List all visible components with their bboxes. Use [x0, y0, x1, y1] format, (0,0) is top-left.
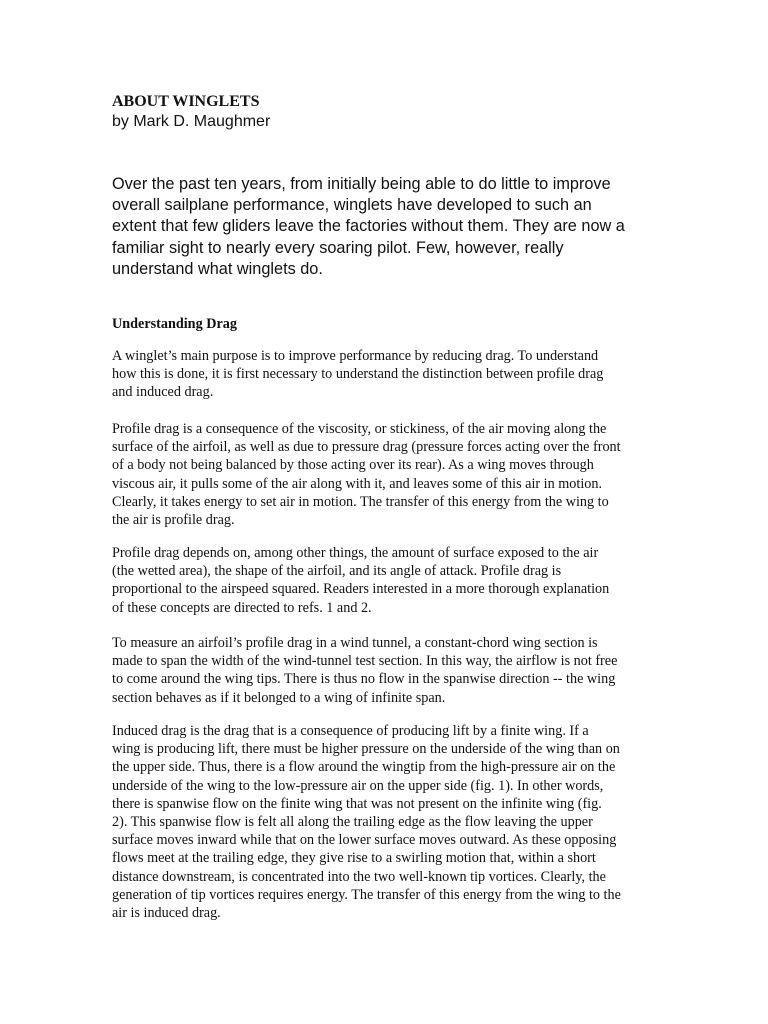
text-line: of a body not being balanced by those acting over its rear). As a wing moves through [112, 457, 594, 474]
intro-paragraph [112, 174, 660, 280]
body-paragraph [112, 722, 660, 922]
text-line: Induced drag is the drag that is a consequence of producing lift by a finite wing. If a [112, 723, 589, 739]
text-line: distance downstream, is concentrated into the two well-known tip vortices. Clearly, the [112, 868, 606, 885]
text-line: the upper side. Thus, there is a flow around the wingtip from the high-pressure air on the [112, 759, 616, 776]
text-line: section behaves as if it belonged to a wing of infinite span. [112, 689, 446, 706]
text-line: Clearly, it takes energy to set air in motion. The transfer of this energy from the wing to [112, 493, 609, 510]
text-line: familiar sight to nearly every soaring pilot. Few, however, really [112, 238, 564, 257]
text-line: underside of the wing to the low-pressure air on the upper side (fig. 1). In other words, [112, 777, 604, 794]
text-line: made to span the width of the wind-tunnel test section. In this way, the airflow is not free [112, 653, 618, 670]
text-line: to come around the wing tips. There is thus no flow in the spanwise direction -- the wing [112, 671, 616, 688]
text-line: understand what winglets do. [112, 259, 323, 278]
document-title: ABOUT WINGLETS [112, 93, 260, 110]
body-paragraph [112, 634, 660, 707]
text-line: the air is profile drag. [112, 512, 235, 529]
text-line: A winglet’s main purpose is to improve performance by reducing drag. To understand [112, 348, 599, 364]
text-line: and induced drag. [112, 384, 214, 401]
text-line: surface of the airfoil, as well as due to pressure drag (pressure forces acting over the front [112, 439, 621, 456]
text-line: how this is done, it is first necessary to understand the distinction between profile drag [112, 366, 604, 383]
body-paragraph [112, 347, 660, 402]
text-line: Profile drag depends on, among other things, the amount of surface exposed to the air [112, 545, 599, 561]
body-paragraph [112, 420, 660, 529]
body-paragraph [112, 544, 660, 617]
text-line: there is spanwise flow on the finite wing that was not present on the infinite wing (fig. [112, 795, 602, 812]
section-heading: Understanding Drag [112, 316, 237, 332]
text-line: Over the past ten years, from initially being able to do little to improve [112, 175, 611, 193]
text-line: Profile drag is a consequence of the viscosity, or stickiness, of the air moving along the [112, 421, 607, 437]
text-line: flows meet at the trailing edge, they give rise to a swirling motion that, within a short [112, 850, 596, 867]
text-line: generation of tip vortices requires energy. The transfer of this energy from the wing to the [112, 886, 621, 903]
text-line: proportional to the airspeed squared. Readers interested in a more thorough explanation [112, 581, 610, 598]
text-line: overall sailplane performance, winglets have developed to such an [112, 196, 592, 215]
text-line: extent that few gliders leave the factories without them. They are now a [112, 217, 625, 236]
text-line: air is induced drag. [112, 905, 221, 922]
text-line: To measure an airfoil’s profile drag in a wind tunnel, a constant-chord wing section is [112, 635, 598, 651]
text-line: 2). This spanwise flow is felt all along the trailing edge as the flow leaving the upper [112, 814, 593, 831]
text-line: wing is producing lift, there must be higher pressure on the underside of the wing than on [112, 741, 620, 758]
text-line: (the wetted area), the shape of the airfoil, and its angle of attack. Profile drag is [112, 563, 562, 580]
text-line: surface moves inward while that on the lower surface moves outward. As these opposing [112, 832, 617, 849]
text-line: of these concepts are directed to refs. 1 and 2. [112, 599, 372, 616]
text-line: viscous air, it pulls some of the air along with it, and leaves some of this air in motion. [112, 475, 603, 492]
document-author: by Mark D. Maughmer [112, 113, 271, 130]
